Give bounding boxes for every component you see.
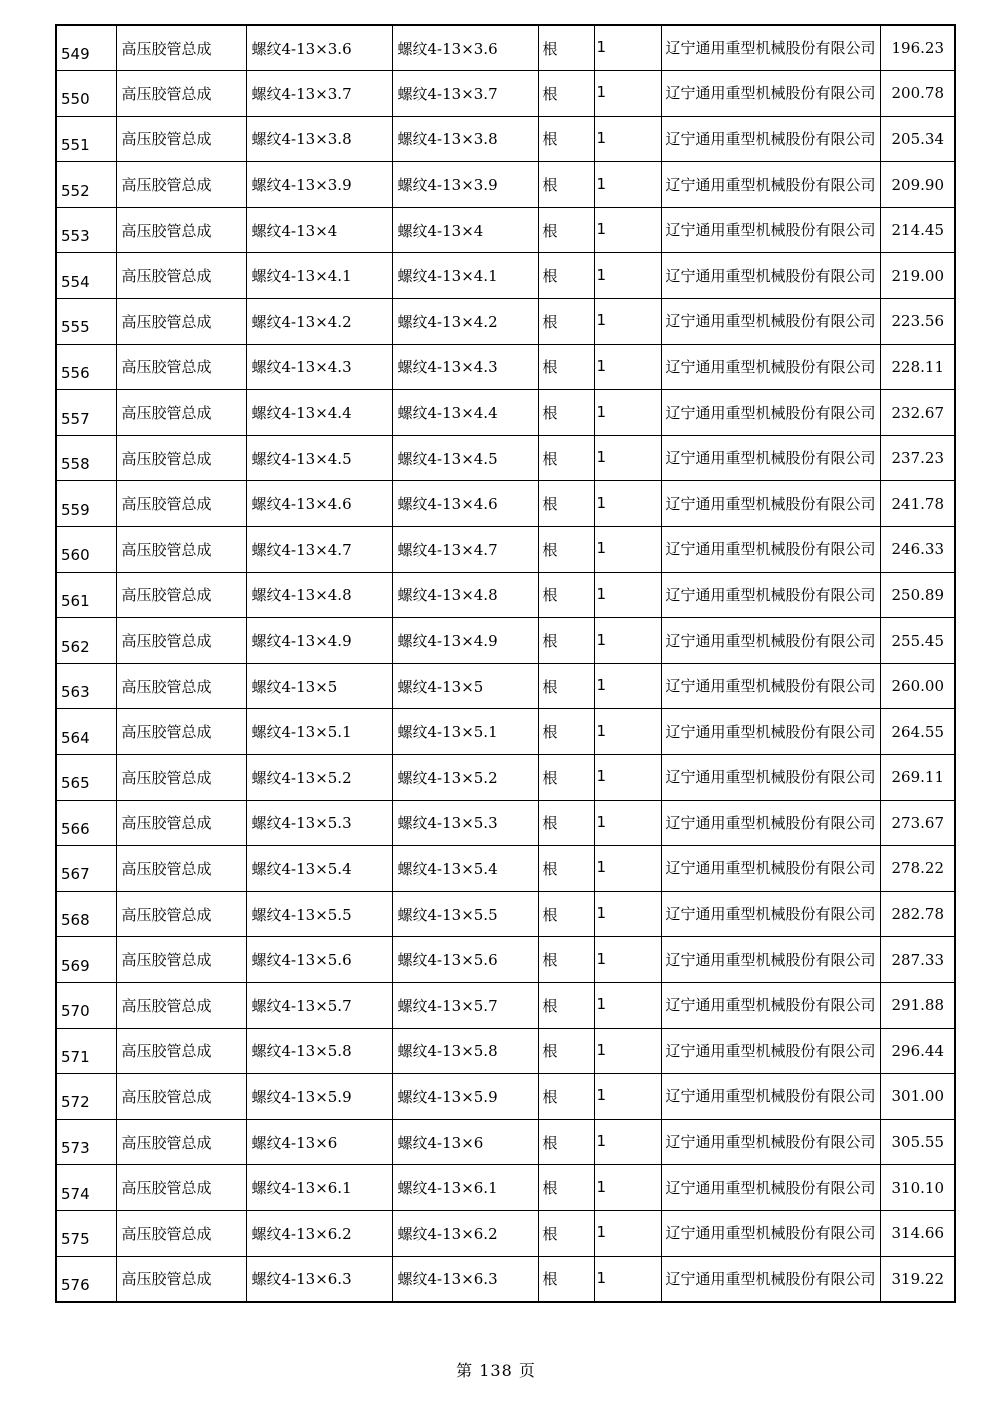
item-model: 螺纹4-13×4.2 [392, 299, 538, 345]
item-number: 563 [56, 663, 116, 709]
item-price: 223.56 [880, 299, 955, 345]
item-number: 556 [56, 344, 116, 390]
item-price: 314.66 [880, 1210, 955, 1256]
item-spec: 螺纹4-13×5.6 [246, 937, 392, 983]
item-name: 高压胶管总成 [116, 344, 246, 390]
item-spec: 螺纹4-13×4.1 [246, 253, 392, 299]
item-spec: 螺纹4-13×6 [246, 1119, 392, 1165]
item-quantity: 1 [594, 1028, 661, 1074]
item-manufacturer: 辽宁通用重型机械股份有限公司 [661, 663, 880, 709]
item-unit: 根 [538, 1210, 594, 1256]
item-unit: 根 [538, 1074, 594, 1120]
item-quantity: 1 [594, 709, 661, 755]
item-number: 564 [56, 709, 116, 755]
item-name: 高压胶管总成 [116, 481, 246, 527]
item-model: 螺纹4-13×4.5 [392, 435, 538, 481]
item-quantity: 1 [594, 618, 661, 664]
item-spec: 螺纹4-13×5.1 [246, 709, 392, 755]
item-price: 301.00 [880, 1074, 955, 1120]
table-row [56, 481, 955, 527]
table-row [56, 1165, 955, 1211]
item-manufacturer: 辽宁通用重型机械股份有限公司 [661, 207, 880, 253]
item-name: 高压胶管总成 [116, 1165, 246, 1211]
item-spec: 螺纹4-13×5.8 [246, 1028, 392, 1074]
item-unit: 根 [538, 755, 594, 801]
item-unit: 根 [538, 1119, 594, 1165]
item-name: 高压胶管总成 [116, 891, 246, 937]
item-price: 319.22 [880, 1256, 955, 1302]
item-name: 高压胶管总成 [116, 253, 246, 299]
item-price: 205.34 [880, 116, 955, 162]
table-row [56, 1210, 955, 1256]
item-name: 高压胶管总成 [116, 846, 246, 892]
item-number: 559 [56, 481, 116, 527]
item-price: 214.45 [880, 207, 955, 253]
item-price: 305.55 [880, 1119, 955, 1165]
item-price: 278.22 [880, 846, 955, 892]
item-unit: 根 [538, 116, 594, 162]
item-quantity: 1 [594, 891, 661, 937]
item-manufacturer: 辽宁通用重型机械股份有限公司 [661, 299, 880, 345]
item-price: 241.78 [880, 481, 955, 527]
item-manufacturer: 辽宁通用重型机械股份有限公司 [661, 1028, 880, 1074]
item-price: 250.89 [880, 572, 955, 618]
item-manufacturer: 辽宁通用重型机械股份有限公司 [661, 937, 880, 983]
item-model: 螺纹4-13×4 [392, 207, 538, 253]
item-quantity: 1 [594, 755, 661, 801]
item-number: 572 [56, 1074, 116, 1120]
price-table [55, 24, 956, 1303]
item-unit: 根 [538, 344, 594, 390]
item-name: 高压胶管总成 [116, 755, 246, 801]
item-price: 255.45 [880, 618, 955, 664]
item-price: 196.23 [880, 25, 955, 71]
table-row [56, 891, 955, 937]
item-name: 高压胶管总成 [116, 937, 246, 983]
item-model: 螺纹4-13×5.9 [392, 1074, 538, 1120]
item-quantity: 1 [594, 435, 661, 481]
item-unit: 根 [538, 435, 594, 481]
item-price: 200.78 [880, 71, 955, 117]
item-number: 566 [56, 800, 116, 846]
item-quantity: 1 [594, 481, 661, 527]
item-model: 螺纹4-13×6 [392, 1119, 538, 1165]
item-manufacturer: 辽宁通用重型机械股份有限公司 [661, 527, 880, 573]
item-manufacturer: 辽宁通用重型机械股份有限公司 [661, 1210, 880, 1256]
item-price: 237.23 [880, 435, 955, 481]
item-number: 562 [56, 618, 116, 664]
item-name: 高压胶管总成 [116, 162, 246, 208]
item-unit: 根 [538, 299, 594, 345]
table-row [56, 755, 955, 801]
item-name: 高压胶管总成 [116, 25, 246, 71]
table-row [56, 1119, 955, 1165]
item-spec: 螺纹4-13×5.2 [246, 755, 392, 801]
item-manufacturer: 辽宁通用重型机械股份有限公司 [661, 982, 880, 1028]
item-quantity: 1 [594, 71, 661, 117]
item-unit: 根 [538, 1165, 594, 1211]
item-number: 570 [56, 982, 116, 1028]
item-number: 574 [56, 1165, 116, 1211]
table-row [56, 800, 955, 846]
item-model: 螺纹4-13×4.6 [392, 481, 538, 527]
table-row [56, 25, 955, 71]
table-row [56, 1028, 955, 1074]
item-model: 螺纹4-13×4.7 [392, 527, 538, 573]
item-manufacturer: 辽宁通用重型机械股份有限公司 [661, 435, 880, 481]
item-price: 264.55 [880, 709, 955, 755]
item-price: 232.67 [880, 390, 955, 436]
item-manufacturer: 辽宁通用重型机械股份有限公司 [661, 755, 880, 801]
item-unit: 根 [538, 481, 594, 527]
item-number: 565 [56, 755, 116, 801]
item-model: 螺纹4-13×5.7 [392, 982, 538, 1028]
item-number: 560 [56, 527, 116, 573]
item-model: 螺纹4-13×3.9 [392, 162, 538, 208]
item-manufacturer: 辽宁通用重型机械股份有限公司 [661, 846, 880, 892]
item-quantity: 1 [594, 527, 661, 573]
table-row [56, 709, 955, 755]
item-model: 螺纹4-13×6.1 [392, 1165, 538, 1211]
item-price: 219.00 [880, 253, 955, 299]
table-row [56, 299, 955, 345]
item-spec: 螺纹4-13×5.9 [246, 1074, 392, 1120]
item-manufacturer: 辽宁通用重型机械股份有限公司 [661, 390, 880, 436]
item-spec: 螺纹4-13×4.6 [246, 481, 392, 527]
item-quantity: 1 [594, 1074, 661, 1120]
table-row [56, 527, 955, 573]
item-unit: 根 [538, 527, 594, 573]
item-manufacturer: 辽宁通用重型机械股份有限公司 [661, 481, 880, 527]
item-name: 高压胶管总成 [116, 435, 246, 481]
item-price: 287.33 [880, 937, 955, 983]
item-unit: 根 [538, 709, 594, 755]
item-model: 螺纹4-13×5.4 [392, 846, 538, 892]
item-name: 高压胶管总成 [116, 390, 246, 436]
item-quantity: 1 [594, 572, 661, 618]
item-model: 螺纹4-13×4.8 [392, 572, 538, 618]
item-model: 螺纹4-13×5.3 [392, 800, 538, 846]
item-number: 561 [56, 572, 116, 618]
table-row [56, 71, 955, 117]
item-unit: 根 [538, 800, 594, 846]
page-number: 第 138 页 [456, 1361, 536, 1380]
item-spec: 螺纹4-13×4.2 [246, 299, 392, 345]
item-unit: 根 [538, 207, 594, 253]
item-spec: 螺纹4-13×3.6 [246, 25, 392, 71]
item-manufacturer: 辽宁通用重型机械股份有限公司 [661, 253, 880, 299]
item-unit: 根 [538, 25, 594, 71]
item-spec: 螺纹4-13×4.7 [246, 527, 392, 573]
item-model: 螺纹4-13×6.2 [392, 1210, 538, 1256]
item-quantity: 1 [594, 663, 661, 709]
item-price: 269.11 [880, 755, 955, 801]
item-unit: 根 [538, 846, 594, 892]
item-number: 558 [56, 435, 116, 481]
item-manufacturer: 辽宁通用重型机械股份有限公司 [661, 618, 880, 664]
item-unit: 根 [538, 891, 594, 937]
item-number: 568 [56, 891, 116, 937]
item-price: 246.33 [880, 527, 955, 573]
item-unit: 根 [538, 1256, 594, 1302]
item-model: 螺纹4-13×5 [392, 663, 538, 709]
item-manufacturer: 辽宁通用重型机械股份有限公司 [661, 1074, 880, 1120]
table-row [56, 982, 955, 1028]
item-price: 310.10 [880, 1165, 955, 1211]
item-spec: 螺纹4-13×5.3 [246, 800, 392, 846]
item-name: 高压胶管总成 [116, 709, 246, 755]
table-row [56, 572, 955, 618]
item-price: 291.88 [880, 982, 955, 1028]
table-row [56, 162, 955, 208]
item-number: 550 [56, 71, 116, 117]
item-quantity: 1 [594, 25, 661, 71]
item-spec: 螺纹4-13×6.2 [246, 1210, 392, 1256]
item-model: 螺纹4-13×4.1 [392, 253, 538, 299]
item-spec: 螺纹4-13×4 [246, 207, 392, 253]
table-row [56, 1256, 955, 1302]
item-model: 螺纹4-13×3.8 [392, 116, 538, 162]
item-number: 554 [56, 253, 116, 299]
item-price: 282.78 [880, 891, 955, 937]
item-quantity: 1 [594, 299, 661, 345]
item-price: 228.11 [880, 344, 955, 390]
item-manufacturer: 辽宁通用重型机械股份有限公司 [661, 1119, 880, 1165]
item-price: 209.90 [880, 162, 955, 208]
table-row [56, 344, 955, 390]
table-row [56, 253, 955, 299]
item-manufacturer: 辽宁通用重型机械股份有限公司 [661, 709, 880, 755]
item-quantity: 1 [594, 253, 661, 299]
item-manufacturer: 辽宁通用重型机械股份有限公司 [661, 116, 880, 162]
item-spec: 螺纹4-13×4.4 [246, 390, 392, 436]
item-name: 高压胶管总成 [116, 71, 246, 117]
item-quantity: 1 [594, 982, 661, 1028]
item-quantity: 1 [594, 800, 661, 846]
item-model: 螺纹4-13×5.6 [392, 937, 538, 983]
item-unit: 根 [538, 937, 594, 983]
item-spec: 螺纹4-13×4.3 [246, 344, 392, 390]
item-name: 高压胶管总成 [116, 1074, 246, 1120]
item-manufacturer: 辽宁通用重型机械股份有限公司 [661, 162, 880, 208]
item-spec: 螺纹4-13×5.7 [246, 982, 392, 1028]
item-model: 螺纹4-13×5.5 [392, 891, 538, 937]
item-manufacturer: 辽宁通用重型机械股份有限公司 [661, 344, 880, 390]
item-spec: 螺纹4-13×6.1 [246, 1165, 392, 1211]
item-name: 高压胶管总成 [116, 663, 246, 709]
item-spec: 螺纹4-13×5 [246, 663, 392, 709]
item-name: 高压胶管总成 [116, 618, 246, 664]
item-unit: 根 [538, 663, 594, 709]
item-unit: 根 [538, 572, 594, 618]
item-quantity: 1 [594, 162, 661, 208]
item-name: 高压胶管总成 [116, 527, 246, 573]
item-spec: 螺纹4-13×4.5 [246, 435, 392, 481]
item-unit: 根 [538, 71, 594, 117]
item-number: 567 [56, 846, 116, 892]
item-quantity: 1 [594, 207, 661, 253]
table-row [56, 207, 955, 253]
item-model: 螺纹4-13×5.8 [392, 1028, 538, 1074]
item-quantity: 1 [594, 937, 661, 983]
item-price: 260.00 [880, 663, 955, 709]
item-spec: 螺纹4-13×3.9 [246, 162, 392, 208]
item-model: 螺纹4-13×4.3 [392, 344, 538, 390]
item-manufacturer: 辽宁通用重型机械股份有限公司 [661, 1256, 880, 1302]
item-name: 高压胶管总成 [116, 1119, 246, 1165]
item-number: 569 [56, 937, 116, 983]
item-model: 螺纹4-13×3.6 [392, 25, 538, 71]
item-quantity: 1 [594, 390, 661, 436]
item-spec: 螺纹4-13×4.8 [246, 572, 392, 618]
item-spec: 螺纹4-13×5.5 [246, 891, 392, 937]
item-quantity: 1 [594, 1119, 661, 1165]
item-manufacturer: 辽宁通用重型机械股份有限公司 [661, 25, 880, 71]
item-model: 螺纹4-13×4.9 [392, 618, 538, 664]
item-unit: 根 [538, 390, 594, 436]
item-model: 螺纹4-13×5.1 [392, 709, 538, 755]
item-number: 549 [56, 25, 116, 71]
item-name: 高压胶管总成 [116, 1256, 246, 1302]
item-unit: 根 [538, 982, 594, 1028]
item-unit: 根 [538, 162, 594, 208]
table-row [56, 1074, 955, 1120]
item-model: 螺纹4-13×3.7 [392, 71, 538, 117]
item-unit: 根 [538, 1028, 594, 1074]
item-model: 螺纹4-13×6.3 [392, 1256, 538, 1302]
item-spec: 螺纹4-13×6.3 [246, 1256, 392, 1302]
item-spec: 螺纹4-13×3.8 [246, 116, 392, 162]
item-number: 576 [56, 1256, 116, 1302]
item-manufacturer: 辽宁通用重型机械股份有限公司 [661, 800, 880, 846]
item-quantity: 1 [594, 116, 661, 162]
item-number: 571 [56, 1028, 116, 1074]
item-number: 555 [56, 299, 116, 345]
table-row [56, 618, 955, 664]
item-name: 高压胶管总成 [116, 207, 246, 253]
item-name: 高压胶管总成 [116, 800, 246, 846]
item-manufacturer: 辽宁通用重型机械股份有限公司 [661, 891, 880, 937]
item-quantity: 1 [594, 846, 661, 892]
item-price: 296.44 [880, 1028, 955, 1074]
item-name: 高压胶管总成 [116, 299, 246, 345]
item-price: 273.67 [880, 800, 955, 846]
item-quantity: 1 [594, 1256, 661, 1302]
table-row [56, 663, 955, 709]
item-quantity: 1 [594, 344, 661, 390]
item-model: 螺纹4-13×5.2 [392, 755, 538, 801]
item-name: 高压胶管总成 [116, 982, 246, 1028]
item-spec: 螺纹4-13×5.4 [246, 846, 392, 892]
item-quantity: 1 [594, 1165, 661, 1211]
item-manufacturer: 辽宁通用重型机械股份有限公司 [661, 572, 880, 618]
item-number: 553 [56, 207, 116, 253]
table-row [56, 846, 955, 892]
table-body [56, 25, 955, 1302]
item-number: 551 [56, 116, 116, 162]
item-model: 螺纹4-13×4.4 [392, 390, 538, 436]
item-number: 557 [56, 390, 116, 436]
table-row [56, 390, 955, 436]
item-name: 高压胶管总成 [116, 572, 246, 618]
table-row [56, 937, 955, 983]
table-row [56, 435, 955, 481]
item-name: 高压胶管总成 [116, 116, 246, 162]
item-number: 573 [56, 1119, 116, 1165]
item-name: 高压胶管总成 [116, 1210, 246, 1256]
item-unit: 根 [538, 253, 594, 299]
item-quantity: 1 [594, 1210, 661, 1256]
item-name: 高压胶管总成 [116, 1028, 246, 1074]
item-number: 575 [56, 1210, 116, 1256]
item-manufacturer: 辽宁通用重型机械股份有限公司 [661, 1165, 880, 1211]
item-spec: 螺纹4-13×3.7 [246, 71, 392, 117]
table-row [56, 116, 955, 162]
item-manufacturer: 辽宁通用重型机械股份有限公司 [661, 71, 880, 117]
item-unit: 根 [538, 618, 594, 664]
item-number: 552 [56, 162, 116, 208]
item-spec: 螺纹4-13×4.9 [246, 618, 392, 664]
